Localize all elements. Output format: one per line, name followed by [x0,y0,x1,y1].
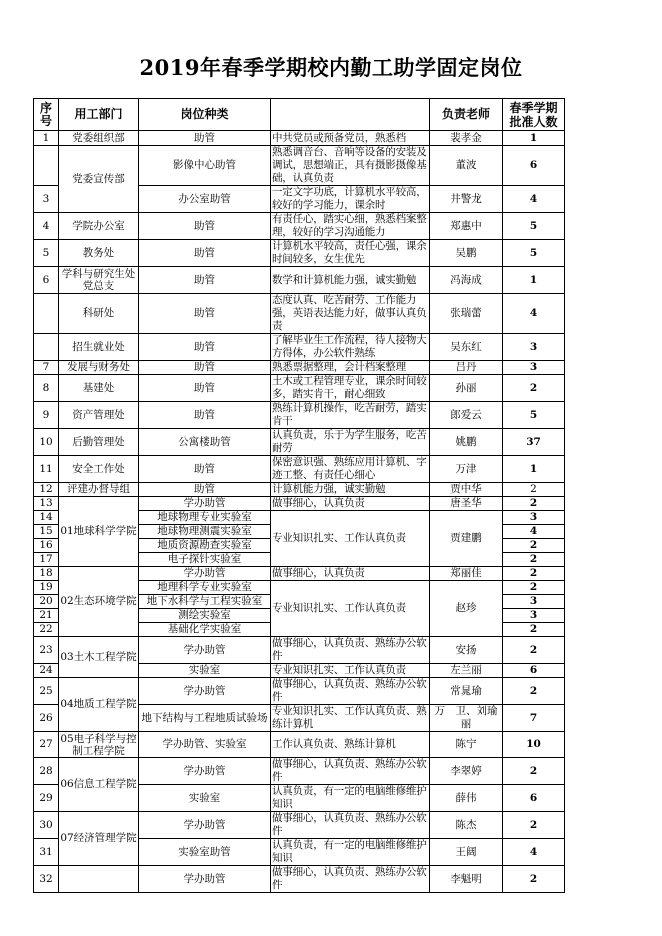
seq-cell [34,146,59,186]
teacher-cell: 万 卫、刘瑜丽 [430,705,503,732]
table-row [34,240,565,267]
count-cell: 10 [503,732,565,758]
count-cell: 2 [503,678,565,705]
count-cell: 5 [503,240,565,267]
table-row [34,267,565,294]
seq-cell: 30 [34,812,59,839]
req-cell: 专业知识扎实、工作认真负责、熟练计算机 [271,705,430,732]
req-cell: 认真负责，有一定的电脑维修维护知识 [271,839,430,866]
dept-cell: 02生态环境学院 [59,567,139,637]
type-cell: 基础化学实验室 [139,623,271,637]
count-cell: 4 [503,839,565,866]
req-cell: 做事细心，认真负责、熟练办公软件 [271,812,430,839]
table-row [34,483,565,497]
table-row [34,213,565,240]
req-cell: 做事细心，认真负责、熟练办公软件 [271,637,430,664]
table-row [34,429,565,456]
dept-cell [59,866,139,893]
type-cell: 测绘实验室 [139,609,271,623]
type-cell: 助管 [139,361,271,375]
table-row [34,732,565,758]
count-cell: 1 [503,267,565,294]
req-cell: 做事细心，认真负责 [271,497,430,511]
req-cell: 土木或工程管理专业，课余时间较多，踏实肯干，耐心细致 [271,375,430,402]
count-cell: 1 [503,456,565,483]
req-cell: 专业知识扎实、工作认真负责 [271,511,430,567]
type-cell: 影像中心助管 [139,146,271,186]
seq-cell: 28 [34,758,59,785]
type-cell: 学办助管 [139,497,271,511]
dept-cell: 党委宣传部 [59,146,139,213]
dept-cell: 资产管理处 [59,402,139,429]
req-cell: 熟悉调音台、音响等设备的安装及调试，思想端正，具有摄影摄像基础，认真负责 [271,146,430,186]
count-cell: 4 [503,294,565,334]
type-cell: 助管 [139,294,271,334]
table-row [34,146,565,186]
count-cell: 4 [503,525,565,539]
type-cell: 实验室 [139,785,271,812]
header-teacher: 负责老师 [430,99,503,131]
req-cell: 专业知识扎实、工作认真负责 [271,581,430,637]
seq-cell: 4 [34,213,59,240]
req-cell: 做事细心，认真负责、熟练办公软件 [271,866,430,893]
type-cell: 助管 [139,375,271,402]
type-cell: 学办助管 [139,567,271,581]
seq-cell: 19 [34,581,59,595]
table-row [34,866,565,893]
teacher-cell: 唐圣华 [430,497,503,511]
count-cell: 5 [503,213,565,240]
teacher-cell: 王阔 [430,839,503,866]
table-row [34,812,565,839]
table-row [34,294,565,334]
seq-cell: 10 [34,429,59,456]
teacher-cell: 安扬 [430,637,503,664]
count-cell: 2 [503,553,565,567]
teacher-cell: 赵珍 [430,581,503,637]
teacher-cell: 郎爱云 [430,402,503,429]
count-cell: 2 [503,866,565,893]
req-cell: 有责任心，踏实心细，熟悉档案整理，较好的学习沟通能力 [271,213,430,240]
count-cell: 3 [503,595,565,609]
dept-cell: 安全工作处 [59,456,139,483]
header-dept: 用工部门 [59,99,139,131]
req-cell: 专业知识扎实、工作认真负责 [271,664,430,678]
seq-cell: 20 [34,595,59,609]
dept-cell: 05电子科学与控制工程学院 [60,732,137,757]
dept-cell: 招生就业处 [59,334,139,361]
seq-cell: 27 [34,732,59,758]
type-cell: 助管 [139,267,271,294]
count-cell: 5 [503,402,565,429]
header-type: 岗位种类 [139,99,271,131]
req-cell: 计算机能力强，诚实勤勉 [271,483,430,497]
seq-cell: 32 [34,866,59,893]
table-row [34,456,565,483]
teacher-cell: 吴鹏 [430,240,503,267]
seq-cell: 7 [34,361,59,375]
type-cell: 助管 [139,334,271,361]
teacher-cell: 李魁明 [430,866,503,893]
header-req [271,99,430,131]
table-row [34,131,565,146]
teacher-cell: 吕丹 [430,361,503,375]
teacher-cell: 冯海成 [430,267,503,294]
teacher-cell: 郑惠中 [430,213,503,240]
dept-cell: 06信息工程学院 [59,758,139,812]
teacher-cell: 贾建鹏 [430,511,503,567]
seq-cell: 1 [34,131,59,146]
type-cell: 助管 [139,213,271,240]
req-cell: 认真负责，有一定的电脑维修维护知识 [271,785,430,812]
type-cell: 助管 [139,402,271,429]
positions-table [33,98,565,893]
count-cell: 3 [503,609,565,623]
type-cell: 学办助管 [139,678,271,705]
dept-cell: 04地质工程学院 [59,678,139,732]
count-cell: 2 [503,758,565,785]
table-row [34,678,565,705]
table-row [34,497,565,511]
teacher-cell: 姚鹏 [430,429,503,456]
table-row [34,334,565,361]
count-cell: 7 [503,705,565,732]
dept-cell: 学科与研究生处党总支 [59,267,139,294]
count-cell: 2 [503,375,565,402]
req-cell: 认真负责，乐于为学生服务，吃苦耐劳 [271,429,430,456]
type-cell: 助管 [139,456,271,483]
req-cell: 工作认真负责、熟练计算机 [271,732,430,758]
teacher-cell: 井警龙 [430,186,503,213]
teacher-cell: 李翠婷 [430,758,503,785]
seq-cell: 15 [34,525,59,539]
table-row [34,567,565,581]
type-cell: 助管 [139,483,271,497]
type-cell: 助管 [139,240,271,267]
seq-cell: 11 [34,456,59,483]
req-cell: 中共党员或预备党员，熟悉档 [271,131,430,146]
dept-cell: 后勤管理处 [59,429,139,456]
seq-cell [34,334,59,361]
teacher-cell: 薛伟 [430,785,503,812]
type-cell: 地质资源勘查实验室 [139,539,271,553]
type-cell: 实验室助管 [139,839,271,866]
count-cell: 2 [503,812,565,839]
dept-cell: 科研处 [59,294,139,334]
dept-cell: 教务处 [59,240,139,267]
type-cell: 地下结构与工程地质试验场 [139,705,271,732]
table-row [34,375,565,402]
teacher-cell: 孙丽 [430,375,503,402]
type-cell: 地下水科学与工程实验室 [139,595,271,609]
req-cell: 做事细心，认真负责、熟练办公软件 [271,678,430,705]
teacher-cell: 吴东红 [430,334,503,361]
dept-cell: 评建办督导组 [59,483,139,497]
teacher-cell: 郑丽佳 [430,567,503,581]
table-row [34,361,565,375]
header-count: 春季学期批准人数 [503,99,565,131]
teacher-cell: 裴孝金 [430,131,503,146]
req-cell: 计算机水平较高，责任心强，课余时间较多，女生优先 [271,240,430,267]
req-cell: 了解毕业生工作流程，待人接物大方得体，办公软件熟练 [271,334,430,361]
header-seq: 序号 [34,99,59,131]
seq-cell: 29 [34,785,59,812]
count-cell: 1 [503,131,565,146]
dept-cell: 基建处 [59,375,139,402]
req-cell: 态度认真、吃苦耐劳、工作能力强，英语表达能力好，做事认真负责 [271,294,430,334]
seq-cell: 14 [34,511,59,525]
seq-cell: 25 [34,678,59,705]
type-cell: 助管 [139,131,271,146]
type-cell: 学办助管、实验室 [139,732,271,758]
count-cell: 3 [503,334,565,361]
req-cell: 熟练计算机操作，吃苦耐劳，踏实肯干 [271,402,430,429]
seq-cell: 23 [34,637,59,664]
count-cell: 2 [503,623,565,637]
seq-cell: 12 [34,483,59,497]
table-row [34,758,565,785]
seq-cell: 8 [34,375,59,402]
type-cell: 学办助管 [139,866,271,893]
dept-cell: 发展与财务处 [59,361,139,375]
count-cell: 4 [503,186,565,213]
type-cell: 电子探针实验室 [139,553,271,567]
req-cell: 保密意识强、熟练应用计算机、字迹工整、有责任心细心 [271,456,430,483]
dept-cell: 党委组织部 [59,131,139,146]
count-cell: 3 [503,361,565,375]
type-cell: 地球物理专业实验室 [139,511,271,525]
teacher-cell: 陈宁 [430,732,503,758]
count-cell: 2 [503,567,565,581]
seq-cell: 9 [34,402,59,429]
page-title: 2019年春季学期校内勤工助学固定岗位 [139,55,523,80]
count-cell: 2 [503,539,565,553]
type-cell: 地球物理测震实验室 [139,525,271,539]
count-cell: 2 [503,483,565,497]
req-cell: 一定文字功底，计算机水平较高，较好的学习能力，课余时 [271,186,430,213]
seq-cell: 17 [34,553,59,567]
count-cell: 6 [503,664,565,678]
seq-cell: 3 [34,186,59,213]
seq-cell: 6 [34,267,59,294]
seq-cell: 22 [34,623,59,637]
seq-cell: 26 [34,705,59,732]
type-cell: 实验室 [139,664,271,678]
dept-cell: 学院办公室 [59,213,139,240]
dept-cell: 07经济管理学院 [59,812,139,866]
seq-cell: 18 [34,567,59,581]
table-row [34,402,565,429]
seq-cell: 13 [34,497,59,511]
count-cell: 6 [503,785,565,812]
req-cell: 做事细心，认真负责、熟练办公软件 [271,758,430,785]
dept-cell: 03土木工程学院 [59,637,139,678]
teacher-cell: 万津 [430,456,503,483]
count-cell: 2 [503,497,565,511]
req-cell: 做事细心，认真负责 [271,567,430,581]
teacher-cell: 陈杰 [430,812,503,839]
count-cell: 2 [503,637,565,664]
seq-cell: 31 [34,839,59,866]
seq-cell: 5 [34,240,59,267]
type-cell: 学办助管 [139,758,271,785]
count-cell: 37 [503,429,565,456]
teacher-cell: 张瑞蕾 [430,294,503,334]
seq-cell [34,294,59,334]
req-cell: 熟悉票据整理，会计档案整理 [271,361,430,375]
teacher-cell: 董波 [430,146,503,186]
teacher-cell: 常晁瑜 [430,678,503,705]
teacher-cell: 贾中华 [430,483,503,497]
table-header-row [34,99,565,131]
type-cell: 地理科学专业实验室 [139,581,271,595]
req-cell: 数学和计算机能力强，诚实勤勉 [271,267,430,294]
count-cell: 2 [503,581,565,595]
type-cell: 办公室助管 [139,186,271,213]
count-cell: 6 [503,146,565,186]
type-cell: 学办助管 [139,812,271,839]
count-cell: 3 [503,511,565,525]
type-cell: 公寓楼助管 [139,429,271,456]
type-cell: 学办助管 [139,637,271,664]
seq-cell: 24 [34,664,59,678]
table-row [34,637,565,664]
seq-cell: 21 [34,609,59,623]
teacher-cell: 左兰丽 [430,664,503,678]
dept-cell: 01地球科学学院 [59,497,139,567]
seq-cell: 16 [34,539,59,553]
